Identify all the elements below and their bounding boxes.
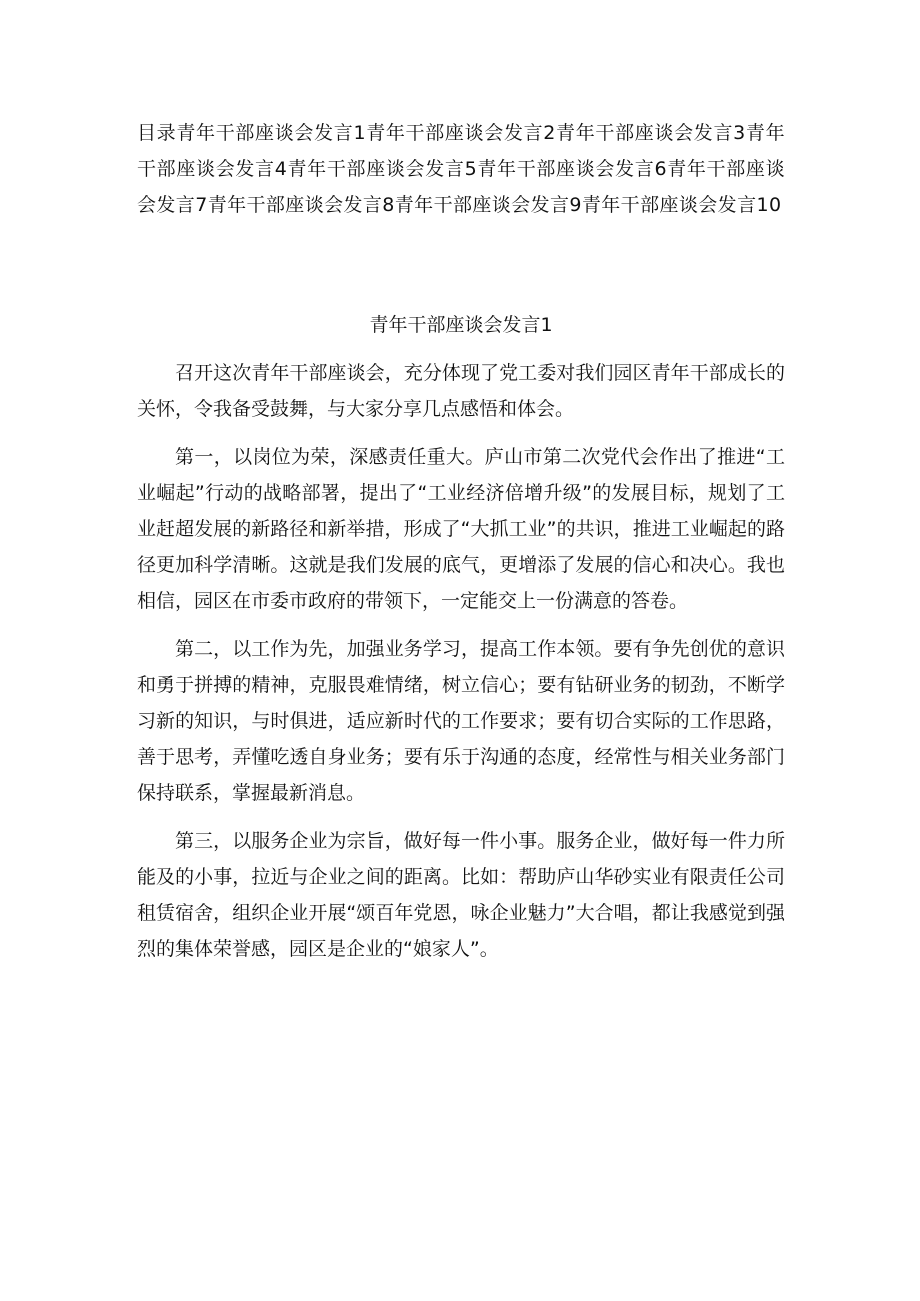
section-title: 青年干部座谈会发言1 — [369, 314, 553, 336]
paragraph: 第二，以工作为先，加强业务学习，提高工作本领。要有争先创优的意识和勇于拼搏的精神，克服畏难情绪，树立信心；要有钻研业务的韧劲，不断学习新的知识，与时俱进，适应新时代的工作要求；要有切合实际的工作思路，善于思考，弄懂吃透自身业务；要有乐于沟通的态度，经常性与相关业务部门保持联系，掌握最新消息。 — [137, 638, 785, 804]
table-of-contents: 目录青年干部座谈会发言1青年干部座谈会发言2青年干部座谈会发言3青年干部座谈会发言4青年干部座谈会发言5青年干部座谈会发言6青年干部座谈会发言7青年干部座谈会发言8青年干部座谈会发言9青年干部座谈会发言10 — [137, 122, 785, 216]
document-body — [137, 355, 785, 979]
paragraph: 召开这次青年干部座谈会，充分体现了党工委对我们园区青年干部成长的关怀，令我备受鼓舞，与大家分享几点感悟和体会。 — [137, 362, 785, 420]
paragraph: 第三，以服务企业为宗旨，做好每一件小事。服务企业，做好每一件力所能及的小事，拉近与企业之间的距离。比如：帮助庐山华砂实业有限责任公司租赁宿舍，组织企业开展“颂百年党恩，咏企业魅力”大合唱，都让我感觉到强烈的集体荣誉感，园区是企业的“娘家人”。 — [137, 830, 785, 960]
paragraph: 第一，以岗位为荣，深感责任重大。庐山市第二次党代会作出了推进“工业崛起”行动的战略部署，提出了“工业经济倍增升级”的发展目标，规划了工业赶超发展的新路径和新举措，形成了“大抓工业”的共识，推进工业崛起的路径更加科学清晰。这就是我们发展的底气，更增添了发展的信心和决心。我也相信，园区在市委市政府的带领下，一定能交上一份满意的答卷。 — [137, 446, 785, 612]
